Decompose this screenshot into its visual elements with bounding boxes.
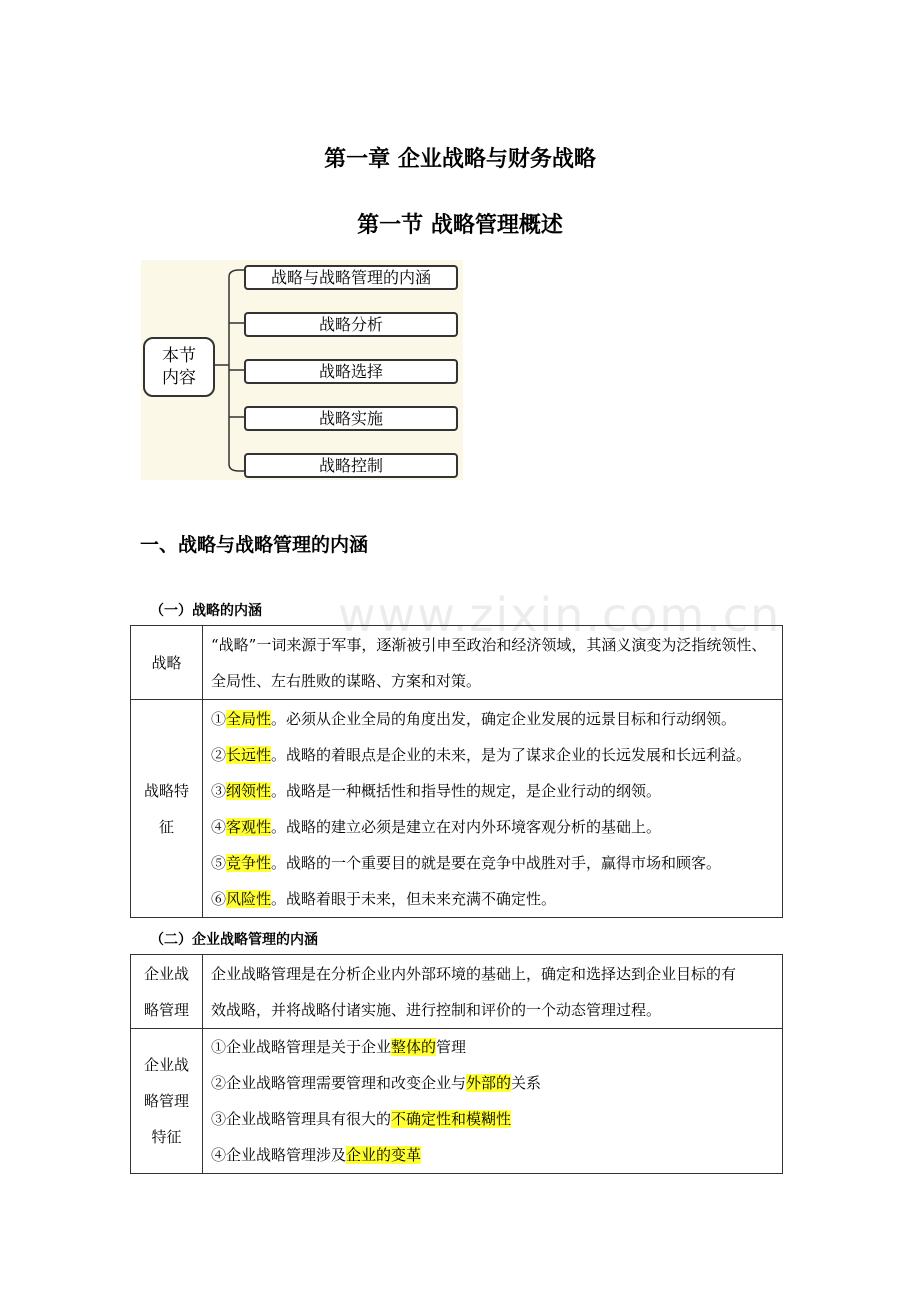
center-label-line-2: 内容 [162, 368, 196, 388]
management-table [130, 954, 783, 1174]
list-item: ③企业战略管理具有很大的不确定性和模糊性 [211, 1110, 512, 1128]
label-line: 企业战 [143, 964, 189, 983]
center-label-line-1: 本节 [162, 346, 196, 366]
content-line: 效战略，并将战略付诸实施、进行控制和评价的一个动态管理过程。 [211, 1000, 662, 1019]
diagram-center-node [143, 337, 215, 397]
row-label [131, 700, 203, 918]
list-item: ⑥风险性。战略着眼于未来，但未来充满不确定性。 [211, 889, 557, 908]
diagram-node-4: 战略实施 [244, 406, 458, 431]
content-line: 全局性、左右胜败的谋略、方案和对策。 [211, 671, 482, 690]
list-item: ⑤竞争性。战略的一个重要目的就是要在竞争中战胜对手，赢得市场和顾客。 [211, 853, 722, 872]
content-line: “战略”一词来源于军事，逐渐被引申至政治和经济领域，其涵义演变为泛指统领性、 [211, 635, 767, 654]
list-item: ④企业战略管理涉及企业的变革 [211, 1146, 422, 1164]
list-item: ②长远性。战略的着眼点是企业的未来，是为了谋求企业的长远发展和长远利益。 [211, 745, 752, 764]
list-item: ③纲领性。战略是一种概括性和指导性的规定，是企业行动的纲领。 [211, 781, 662, 800]
row-label: 战略 [131, 626, 203, 700]
heading-1: 一、战略与战略管理的内涵 [140, 534, 369, 556]
table-row [131, 1029, 783, 1174]
subsection-1-heading: （一）战略的内涵 [150, 603, 262, 619]
row-content [203, 700, 783, 918]
label-line: 战略特 [143, 781, 189, 800]
label-line: 特征 [151, 1128, 182, 1146]
table-row [131, 626, 783, 700]
diagram-node-3: 战略选择 [244, 359, 458, 384]
list-item: ①全局性。必须从企业全局的角度出发，确定企业发展的远景目标和行动纲领。 [211, 709, 737, 728]
row-content [203, 1029, 783, 1174]
table-row [131, 700, 783, 918]
list-item: ②企业战略管理需要管理和改变企业与外部的关系 [211, 1074, 542, 1092]
list-item: ①企业战略管理是关于企业整体的管理 [211, 1038, 467, 1056]
row-label [131, 955, 203, 1029]
diagram-node-1: 战略与战略管理的内涵 [244, 265, 458, 290]
diagram-node-2: 战略分析 [244, 312, 458, 337]
content-diagram [141, 260, 463, 480]
diagram-node-5: 战略控制 [244, 453, 458, 478]
label-line: 略管理 [143, 1000, 189, 1019]
row-label [131, 1029, 203, 1174]
strategy-table [130, 625, 783, 918]
section-title: 第一节 战略管理概述 [357, 213, 563, 238]
subsection-2-heading: （二）企业战略管理的内涵 [150, 932, 318, 948]
label-line: 略管理 [143, 1092, 189, 1110]
row-content [203, 626, 783, 700]
content-line: 企业战略管理是在分析企业内外部环境的基础上，确定和选择达到企业目标的有 [211, 964, 737, 983]
list-item: ④客观性。战略的建立必须是建立在对内外环境客观分析的基础上。 [211, 817, 662, 836]
table-row [131, 955, 783, 1029]
watermark: www.zixin.com.cn [338, 588, 782, 642]
label-line: 征 [158, 817, 174, 836]
label-line: 企业战 [143, 1056, 189, 1074]
row-content [203, 955, 783, 1029]
chapter-title: 第一章 企业战略与财务战略 [324, 147, 596, 172]
